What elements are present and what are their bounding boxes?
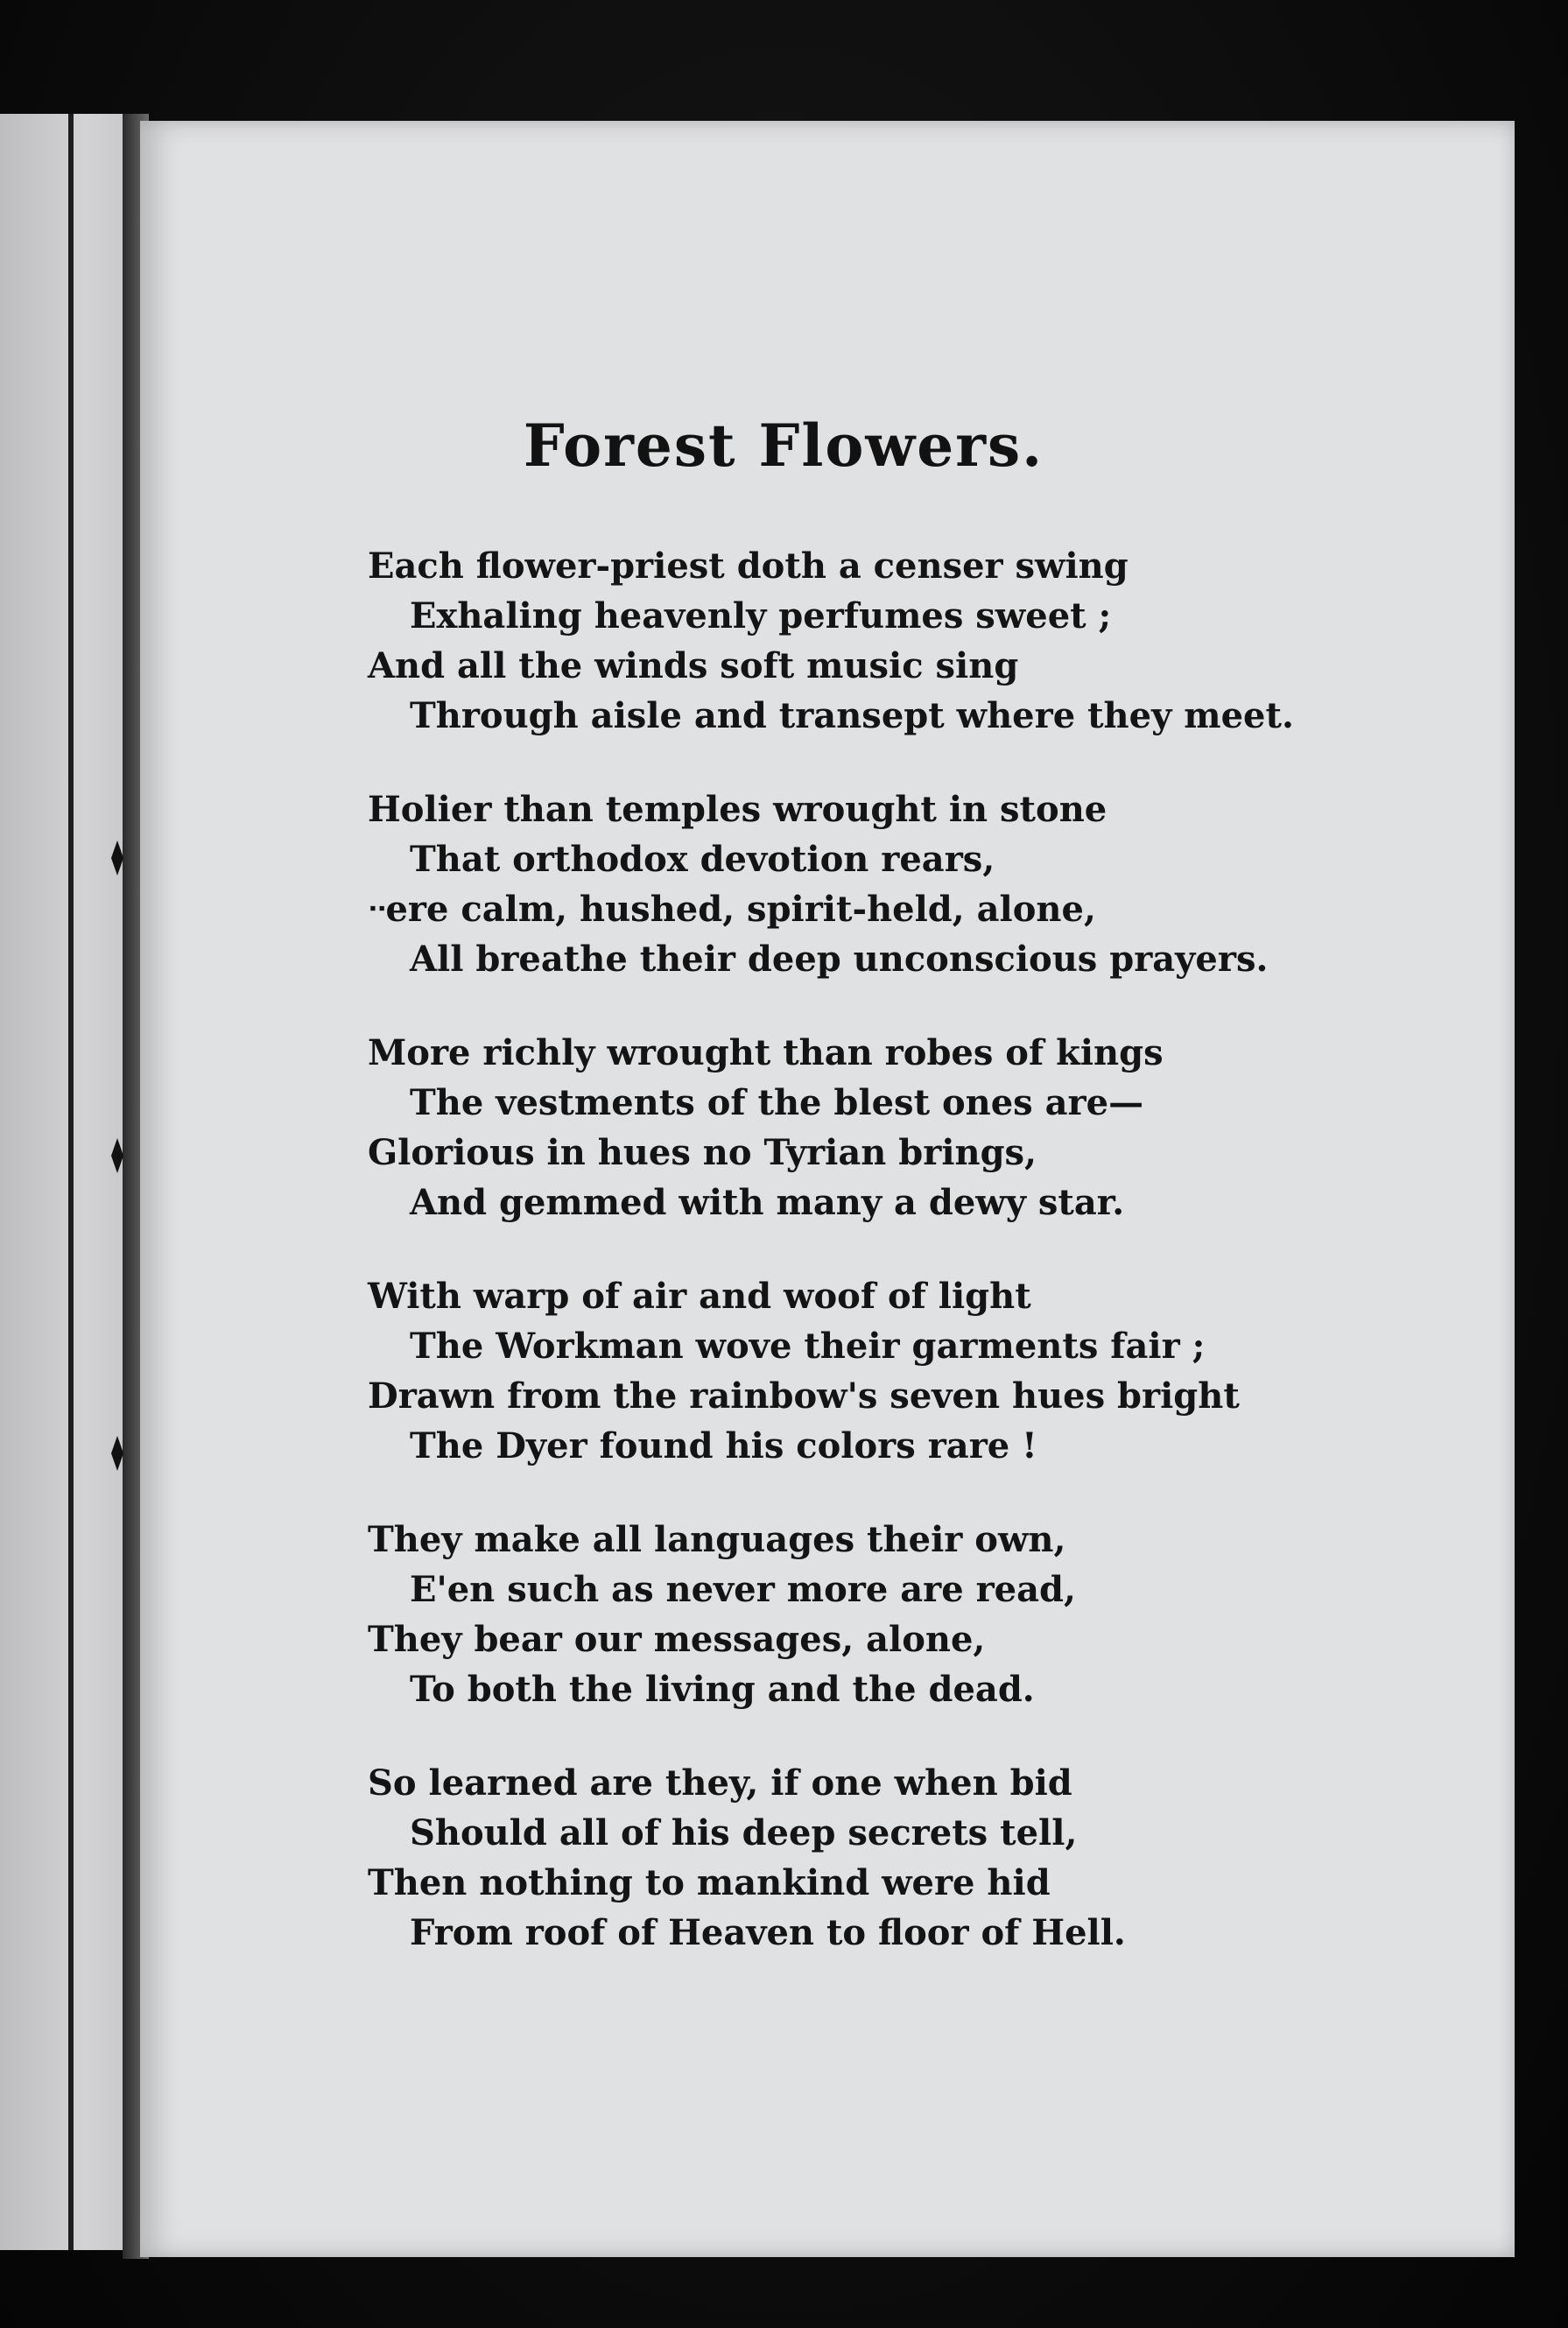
poem-line: They make all languages their own, (368, 1519, 1066, 1560)
stanza (368, 1028, 1453, 1227)
poem-line: To both the living and the dead. (410, 1669, 1035, 1710)
stanza (368, 1515, 1453, 1714)
poem-line: ᐧᐧere calm, hushed, spirit-held, alone, (368, 889, 1096, 930)
poem-line: Exhaling heavenly perfumes sweet ; (410, 595, 1112, 637)
poem-line: Should all of his deep secrets tell, (410, 1812, 1078, 1853)
poem-title: Forest Flowers. (523, 411, 1044, 480)
stanza (368, 1271, 1453, 1471)
poem-line: All breathe their deep unconscious prayers. (410, 939, 1269, 980)
poem-line: Drawn from the rainbow's seven hues bright (368, 1375, 1240, 1417)
poem-line: More richly wrought than robes of kings (368, 1032, 1164, 1073)
stanza (368, 541, 1453, 741)
poem-line: Then nothing to mankind were hid (368, 1862, 1051, 1903)
poem-line: So learned are they, if one when bid (368, 1762, 1072, 1804)
poem-body (368, 541, 1453, 2001)
facing-page-border (68, 114, 74, 2250)
poem-line: Holier than temples wrought in stone (368, 789, 1107, 830)
poem-line: Each flower-priest doth a censer swing (368, 545, 1129, 587)
poem-line: They bear our messages, alone, (368, 1619, 986, 1660)
stanza (368, 784, 1453, 984)
stanza (368, 1758, 1453, 1958)
poem-line: Glorious in hues no Tyrian brings, (368, 1132, 1037, 1173)
poem-line: E'en such as never more are read, (410, 1569, 1076, 1610)
poem-line: And all the winds soft music sing (368, 645, 1019, 686)
poem-line: The Dyer found his colors rare ! (410, 1425, 1037, 1466)
poem-line: The vestments of the blest ones are— (410, 1082, 1144, 1123)
poem-line: From roof of Heaven to floor of Hell. (410, 1912, 1126, 1953)
poem-line: That orthodox devotion rears, (410, 839, 995, 880)
poem-line: And gemmed with many a dewy star. (410, 1182, 1125, 1223)
poem-line: Through aisle and transept where they meet. (410, 695, 1294, 736)
poem-line: The Workman wove their garments fair ; (410, 1326, 1206, 1367)
poem-line: With warp of air and woof of light (368, 1276, 1031, 1317)
